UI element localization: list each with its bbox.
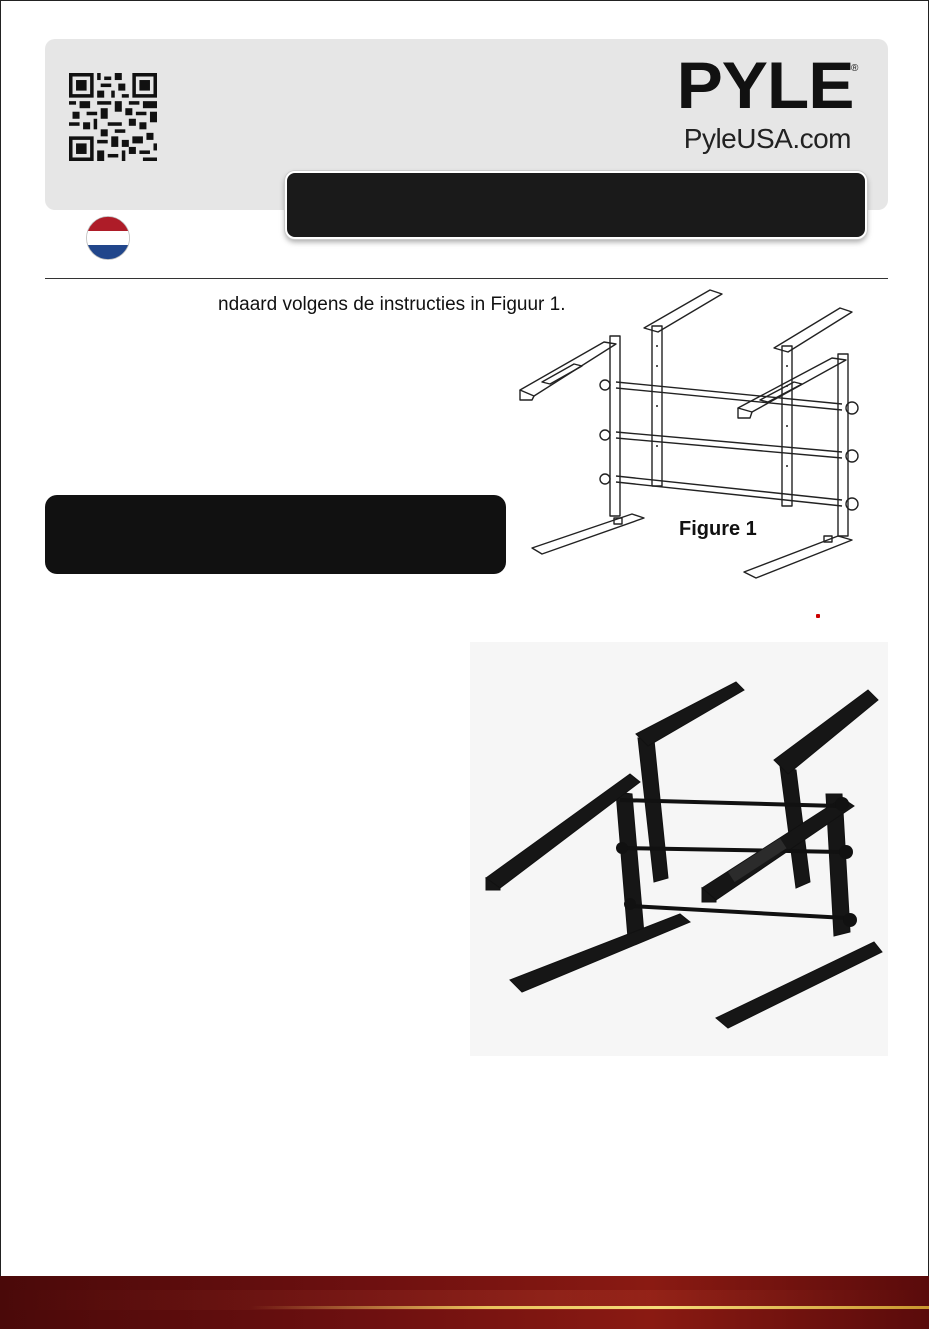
pyle-logo: PYLE <box>676 48 853 122</box>
red-mark <box>816 614 820 618</box>
black-info-box <box>45 495 506 574</box>
qr-code-icon <box>69 73 157 161</box>
footer-gold-stripe <box>250 1306 929 1309</box>
section-divider <box>45 278 888 279</box>
stand-product-photo <box>470 642 888 1056</box>
registered-mark: ® <box>851 63 859 74</box>
netherlands-flag-icon <box>86 216 130 260</box>
figure-1-label: Figure 1 <box>679 518 757 540</box>
website-url[interactable]: PyleUSA.com <box>683 123 851 154</box>
title-bar <box>285 171 867 239</box>
instruction-text: ndaard volgens de instructies in Figuur 1. <box>218 294 566 315</box>
